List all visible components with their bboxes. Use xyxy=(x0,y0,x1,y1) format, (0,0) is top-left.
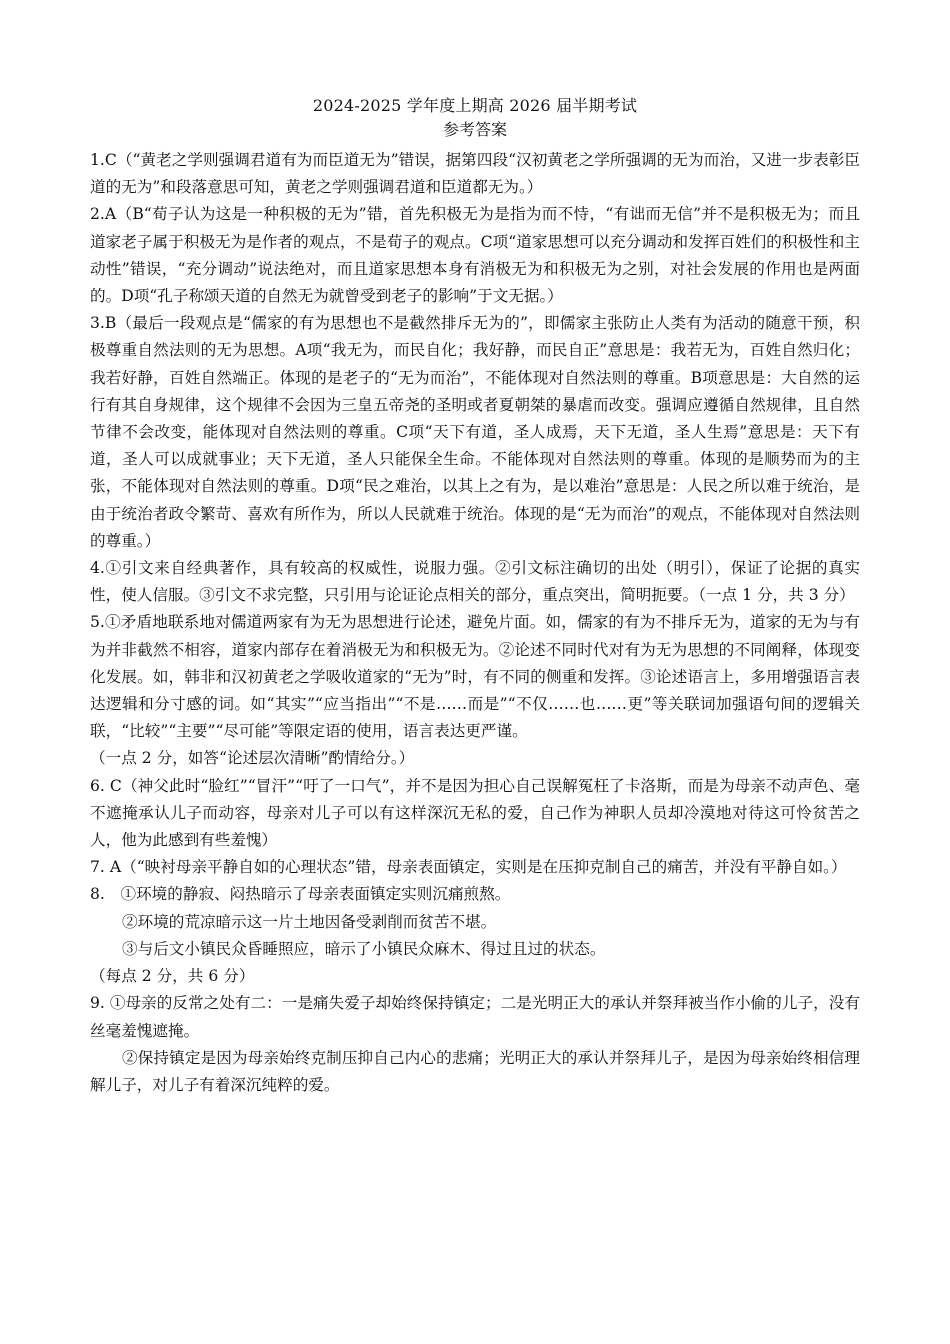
answer-8-point-2: ②环境的荒凉暗示这一片土地因备受剥削而贫苦不堪。 xyxy=(122,912,497,931)
page-subtitle: 参考答案 xyxy=(442,120,507,139)
header xyxy=(0,94,950,142)
answer-9-point-2: ②保持镇定是因为母亲始终克制压抑自己内心的悲痛；光明正大的承认并祭拜儿子，是因为母亲始终相信理解儿子，对儿子有着深沉纯粹的爱。 xyxy=(90,1048,860,1094)
answer-9-point-1: 9. ①母亲的反常之处有二：一是痛失爱子却始终保持镇定；二是光明正大的承认并祭拜被当作小偷的儿子，没有丝毫羞愧遮掩。 xyxy=(90,994,860,1040)
page-title: 2024-2025 学年度上期高 2026 届半期考试 xyxy=(312,96,638,115)
answer-2: 2.A（B“荀子认为这是一种积极的无为”错，首先积极无为是指为而不恃，“有诎而无信”并不是积极无为；而且道家老子属于积极无为是作者的观点，不是荀子的观点。C项“道家思想可以充分调动和发挥百姓们的积极性和主动性”错误，“充分调动”说法绝对，而且道家思想本身有消极无为和积极无为之别，对社会发展的作用也是两面的。D项“孔子称颂天道的自然无为就曾受到老子的影响”于文无据。） xyxy=(90,205,860,306)
answer-5-scoring: （一点 2 分，如答“论述层次清晰”酌情给分。） xyxy=(90,749,415,768)
answer-5: 5.①矛盾地联系地对儒道两家有为无为思想进行论述，避免片面。如，儒家的有为不排斥无为，道家的无为与有为并非截然不相容，道家内部存在着消极无为和积极无为。②论述不同时代对有为无为思想的不同阐释，体现变化发展。如，韩非和汉初黄老之学吸收道家的“无为”时，有不同的侧重和发挥。③论述语言上，多用增强语言表达逻辑和分寸感的词。如“其实”“应当指出”“不是……而是”“不仅……也……更”等关联词加强语句间的逻辑关联，“比较”“主要”“尽可能”等限定语的使用，语言表达更严谨。 xyxy=(90,613,860,741)
answer-8-point-3: ③与后文小镇民众昏睡照应，暗示了小镇民众麻木、得过且过的状态。 xyxy=(122,939,606,958)
answer-4: 4.①引文来自经典著作，具有较高的权威性，说服力强。②引文标注确切的出处（明引），保证了论据的真实性，使人信服。③引文不求完整，只引用与论证论点相关的部分，重点突出，简明扼要。（一点 1 分，共 3 分） xyxy=(90,559,860,605)
answer-7: 7. A（“映衬母亲平静自如的心理状态”错，母亲表面镇定，实则是在压抑克制自己的痛苦，并没有平静自如。） xyxy=(90,858,847,877)
answer-3: 3.B（最后一段观点是“儒家的有为思想也不是截然排斥无为的”，即儒家主张防止人类有为活动的随意干预，积极尊重自然法则的无为思想。A项“我无为，而民自化；我好静，而民自正”意思是：我若无为，百姓自然归化；我若好静，百姓自然端正。体现的是老子的“无为而治”，不能体现对自然法则的尊重。B项意思是：大自然的运行有其自身规律，这个规律不会因为三皇五帝尧的圣明或者夏朝桀的暴虐而改变。强调应遵循自然规律，且自然节律不会改变，能体现对自然法则的尊重。C项“天下有道，圣人成焉，天下无道，圣人生焉”意思是：天下有道，圣人可以成就事业；天下无道，圣人只能保全生命。不能体现对自然法则的尊重。体现的是顺势而为的主张，不能体现对自然法则的尊重。D项“民之难治，以其上之有为，是以难治”意思是：人民之所以难于统治，是由于统治者政令繁苛、喜欢有所作为，所以人民就难于统治。体现的是“无为而治”的观点，不能体现对自然法则的尊重。） xyxy=(90,314,860,550)
answer-8-point-1: 8. ①环境的静寂、闷热暗示了母亲表面镇定实则沉痛煎熬。 xyxy=(90,885,511,904)
answer-8-scoring: （每点 2 分，共 6 分） xyxy=(90,967,255,986)
answer-1: 1.C（“黄老之学则强调君道有为而臣道无为”错误，据第四段“汉初黄老之学所强调的无为而治，又进一步表彰臣道的无为”和段落意思可知，黄老之学则强调君道和臣道都无为。） xyxy=(90,151,860,197)
answer-6: 6. C（神父此时“脸红”“冒汗”“吁了一口气”，并不是因为担心自己误解冤枉了卡洛斯，而是为母亲不动声色、毫不遮掩承认儿子而动容，母亲对儿子可以有这样深沉无私的爱，自己作为神职人员却冷漠地对待这可怜贫苦之人，他为此感到有些羞愧） xyxy=(90,776,860,850)
answer-content xyxy=(90,147,860,1099)
